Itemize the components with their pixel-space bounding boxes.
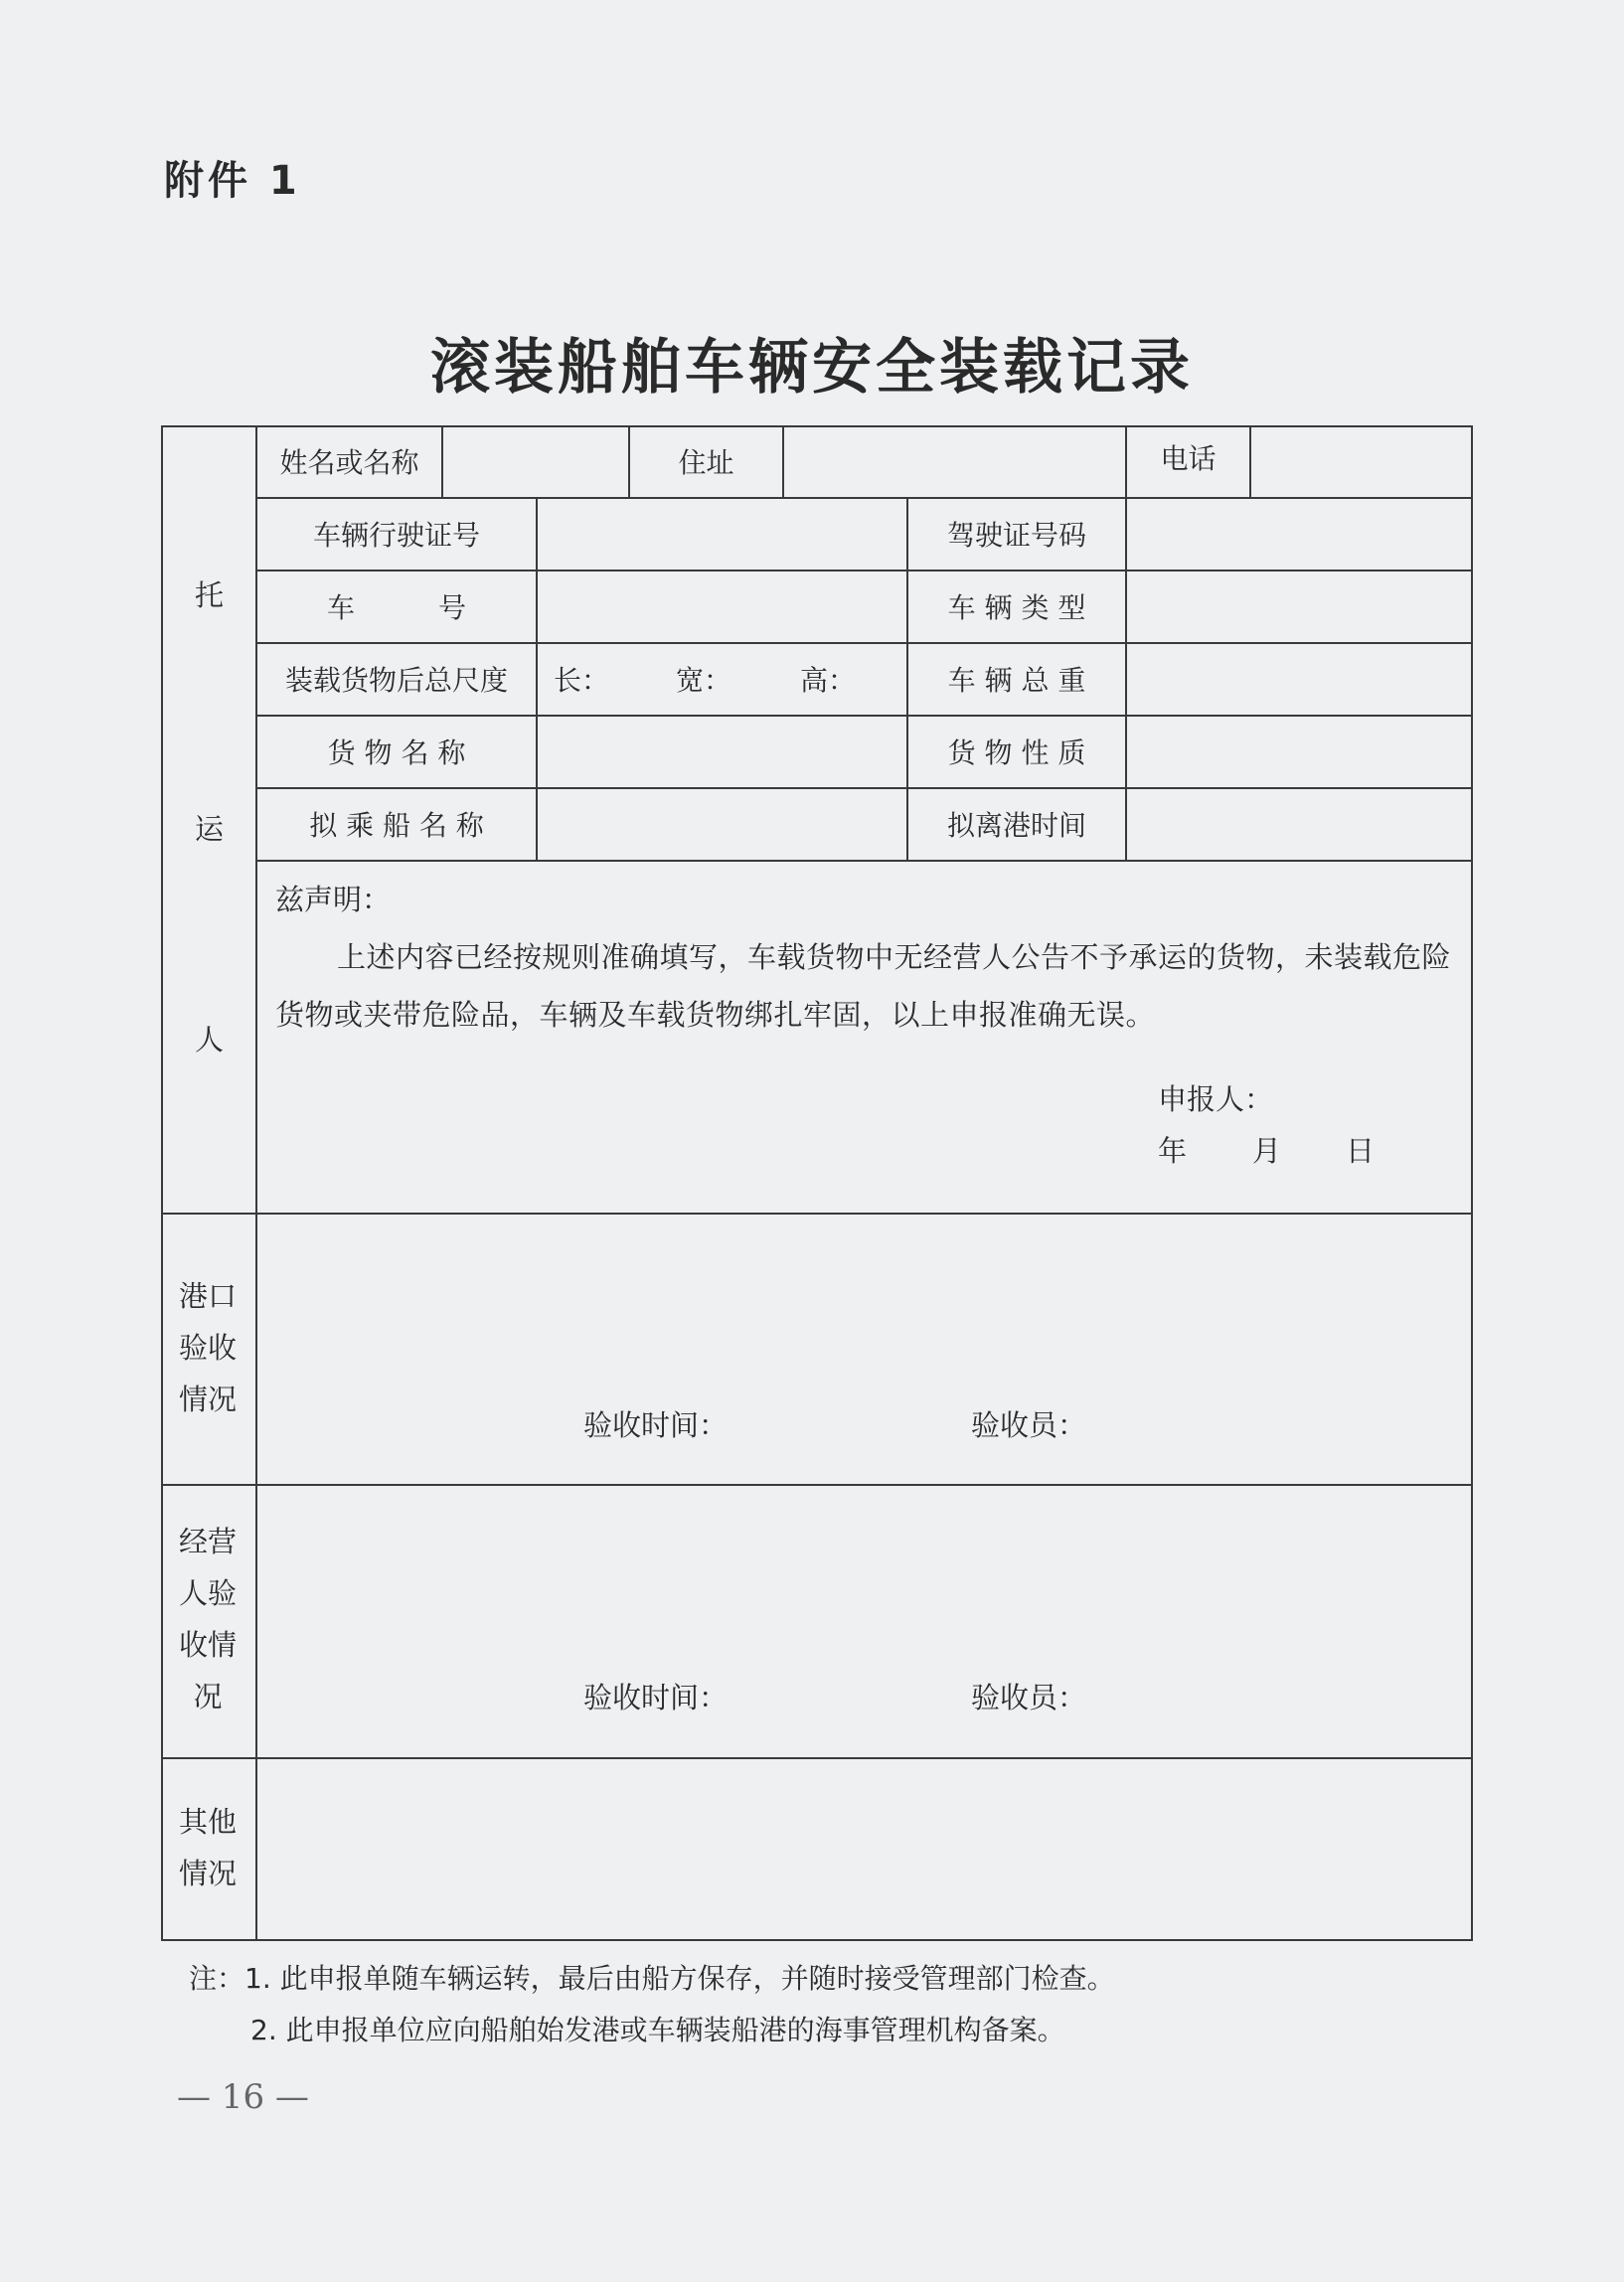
gross-weight-label: 车 辆 总 重 <box>947 664 1086 697</box>
declaration-body: 上述内容已经按规则准确填写，车载货物中无经营人公告不予承运的货物，未装载危险货物或夹带危险品，车辆及车载货物绑扎牢固，以上申报准确无误。 <box>275 940 1452 1032</box>
grid-line <box>255 787 1473 789</box>
side-label-shipper-3: 人 <box>194 1023 224 1057</box>
operator-inspection-time-label: 验收时间： <box>583 1681 729 1714</box>
departure-time-field[interactable] <box>1127 795 1469 853</box>
cargo-name-field[interactable] <box>538 723 904 780</box>
cargo-nature-label: 货 物 性 质 <box>947 736 1086 769</box>
declaration-heading: 兹声明： <box>275 883 392 916</box>
grid-line <box>255 570 1473 571</box>
note-2: 2. 此申报单位应向船舶始发港或车辆装船港的海事管理机构备案。 <box>250 2014 1065 2046</box>
name-label: 姓名或名称 <box>279 446 419 479</box>
notes <box>189 1953 1115 2056</box>
grid-line <box>255 715 1473 717</box>
other-label: 其他情况 <box>178 1805 237 1890</box>
document-title: 滚装船舶车辆安全装载记录 <box>430 333 1194 403</box>
date-month-label: 月 <box>1252 1134 1282 1168</box>
departure-time-label: 拟离港时间 <box>946 809 1086 842</box>
cargo-nature-field[interactable] <box>1127 723 1469 780</box>
side-label-shipper-2: 运 <box>194 812 224 846</box>
record-form <box>161 425 1473 1941</box>
address-field[interactable] <box>784 437 1123 487</box>
vehicle-type-label: 车 辆 类 型 <box>947 591 1086 624</box>
date-day-label: 日 <box>1346 1134 1376 1168</box>
form-border-bottom <box>161 1939 1473 1941</box>
plate-number-label: 车 号 <box>326 591 466 624</box>
side-column-divider <box>255 425 257 1941</box>
notes-prefix: 注： <box>189 1962 245 1995</box>
intended-vessel-field[interactable] <box>538 795 904 853</box>
page-number: — 16 — <box>177 2077 309 2117</box>
height-label: 高： <box>800 664 857 697</box>
side-label-shipper-1: 托 <box>194 578 224 612</box>
form-border-left <box>161 425 163 1941</box>
section-divider-other <box>161 1757 1473 1759</box>
form-border-top <box>161 425 1473 427</box>
operator-inspector-label: 验收员： <box>971 1681 1087 1714</box>
section-divider-operator <box>161 1484 1473 1486</box>
operator-inspection-label: 经营人验收情况 <box>178 1525 237 1713</box>
intended-vessel-label: 拟 乘 船 名 称 <box>309 809 484 842</box>
vehicle-license-field[interactable] <box>538 505 904 563</box>
declaration <box>275 871 1458 1044</box>
other-area[interactable] <box>257 1765 1469 1934</box>
gross-weight-field[interactable] <box>1127 650 1469 708</box>
name-field[interactable] <box>443 437 626 487</box>
driver-license-field[interactable] <box>1127 505 1469 563</box>
length-label: 长： <box>554 664 610 697</box>
vehicle-license-label: 车辆行驶证号 <box>312 519 480 552</box>
grid-line <box>255 642 1473 644</box>
declarant-label: 申报人： <box>1158 1082 1274 1116</box>
grid-line <box>255 497 1473 499</box>
phone-label: 电话 <box>1160 442 1217 475</box>
attachment-label: 附件 1 <box>164 158 301 204</box>
cargo-name-label: 货 物 名 称 <box>327 736 466 769</box>
port-inspector-label: 验收员： <box>971 1408 1087 1442</box>
port-inspection-label: 港口验收情况 <box>178 1279 237 1416</box>
plate-number-field[interactable] <box>538 577 904 635</box>
note-1 <box>189 1953 1115 2005</box>
port-inspection-time-label: 验收时间： <box>583 1408 729 1442</box>
port-inspection-area[interactable] <box>257 1221 1469 1399</box>
section-divider-port <box>161 1213 1473 1215</box>
width-label: 宽： <box>676 664 732 697</box>
form-border-right <box>1471 425 1473 1941</box>
operator-inspection-area[interactable] <box>257 1492 1469 1671</box>
note-1-text: 1. 此申报单随车辆运转，最后由船方保存，并随时接受管理部门检查。 <box>244 1962 1115 1995</box>
phone-field[interactable] <box>1251 437 1469 487</box>
grid-line <box>255 860 1473 862</box>
vehicle-type-field[interactable] <box>1127 577 1469 635</box>
date-year-label: 年 <box>1158 1134 1188 1168</box>
driver-license-label: 驾驶证号码 <box>946 519 1086 552</box>
address-label: 住址 <box>678 446 734 479</box>
total-dimension-label: 装载货物后总尺度 <box>284 664 508 697</box>
